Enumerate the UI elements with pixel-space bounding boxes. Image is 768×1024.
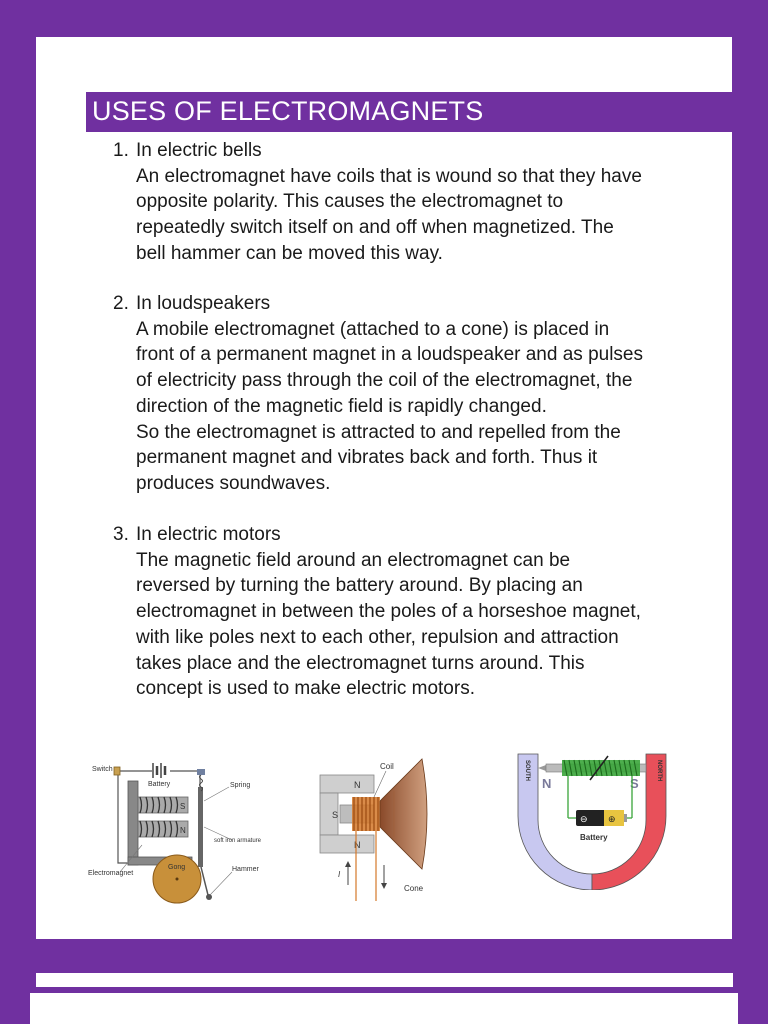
- bottom-strip-lower: [30, 993, 738, 1024]
- electric-motor-diagram: [512, 750, 672, 890]
- minus-icon: ⊖: [580, 814, 588, 824]
- bottom-strip: [36, 973, 733, 987]
- south-label: SOUTH: [524, 760, 530, 781]
- coil-icon: [352, 797, 380, 831]
- switch-label: Switch: [92, 766, 113, 773]
- pole-s-label: S: [630, 776, 639, 791]
- electric-bell-diagram: [82, 745, 275, 910]
- loudspeaker-diagram: [314, 753, 494, 903]
- pole-s-label: S: [180, 802, 186, 811]
- para-line: permanent magnet and vibrates back and forth. Thus it: [136, 447, 598, 469]
- pole-n-label: N: [542, 776, 552, 791]
- electromagnet-label: Electromagnet: [88, 870, 134, 877]
- north-label: NORTH: [656, 760, 662, 782]
- para-line: produces soundwaves.: [136, 472, 331, 494]
- para-line: with like poles next to each other, repulsion and attraction: [136, 626, 619, 648]
- page-title: USES OF ELECTROMAGNETS: [92, 96, 484, 126]
- armature-icon: [198, 787, 203, 867]
- current-label: I: [338, 870, 341, 879]
- pole-s-label: S: [332, 810, 339, 820]
- battery-label: Battery: [580, 833, 608, 842]
- hammer-label: Hammer: [232, 866, 259, 873]
- para-line: opposite polarity. This causes the electromagnet to: [136, 191, 564, 213]
- pole-n-top-label: N: [354, 780, 361, 790]
- para-line: So the electromagnet is attracted to and repelled from the: [136, 421, 621, 443]
- para-line: electromagnet in between the poles of a horseshoe magnet,: [136, 601, 641, 623]
- section-heading: In electric motors: [136, 524, 281, 545]
- section-number: 2.: [113, 293, 129, 314]
- armature-label: soft iron armature: [214, 838, 262, 844]
- para-line: repeatedly switch itself on and off when magnetized. The: [136, 217, 614, 239]
- para-line: A mobile electromagnet (attached to a cone) is placed in: [136, 318, 610, 340]
- para-line: direction of the magnetic field is rapidly changed.: [136, 395, 547, 417]
- para-line: concept is used to make electric motors.: [136, 678, 475, 700]
- section-number: 3.: [113, 524, 129, 545]
- spring-label: Spring: [230, 782, 251, 789]
- section-electric-bells: [113, 138, 683, 267]
- section-number: 1.: [113, 140, 129, 161]
- para-line: The magnetic field around an electromagnet can be: [136, 549, 571, 571]
- para-line: An electromagnet have coils that is wound so that they have: [136, 165, 642, 187]
- para-line: of electricity pass through the coil of the electromagnet, the: [136, 370, 633, 392]
- cone-label: Cone: [404, 884, 424, 893]
- plus-icon: ⊕: [608, 814, 616, 824]
- coil-label: Coil: [380, 762, 394, 771]
- section-heading: In loudspeakers: [136, 293, 271, 314]
- pole-n-bottom-label: N: [354, 840, 361, 850]
- para-line: reversed by turning the battery around. By placing an: [136, 575, 583, 597]
- pole-n-label: N: [180, 826, 186, 835]
- gong-label: Gong: [168, 864, 186, 871]
- switch-icon: [114, 767, 120, 775]
- para-line: bell hammer can be moved this way.: [136, 242, 443, 264]
- section-loudspeakers: [113, 291, 683, 497]
- section-heading: In electric bells: [136, 140, 262, 161]
- battery-label: Battery: [148, 781, 171, 788]
- para-line: takes place and the electromagnet turns around. This: [136, 652, 585, 674]
- hammer-icon: [206, 894, 212, 900]
- cone-icon: [380, 759, 427, 869]
- section-electric-motors: [113, 522, 683, 702]
- para-line: front of a permanent magnet in a loudspeaker and as pulses: [136, 344, 643, 366]
